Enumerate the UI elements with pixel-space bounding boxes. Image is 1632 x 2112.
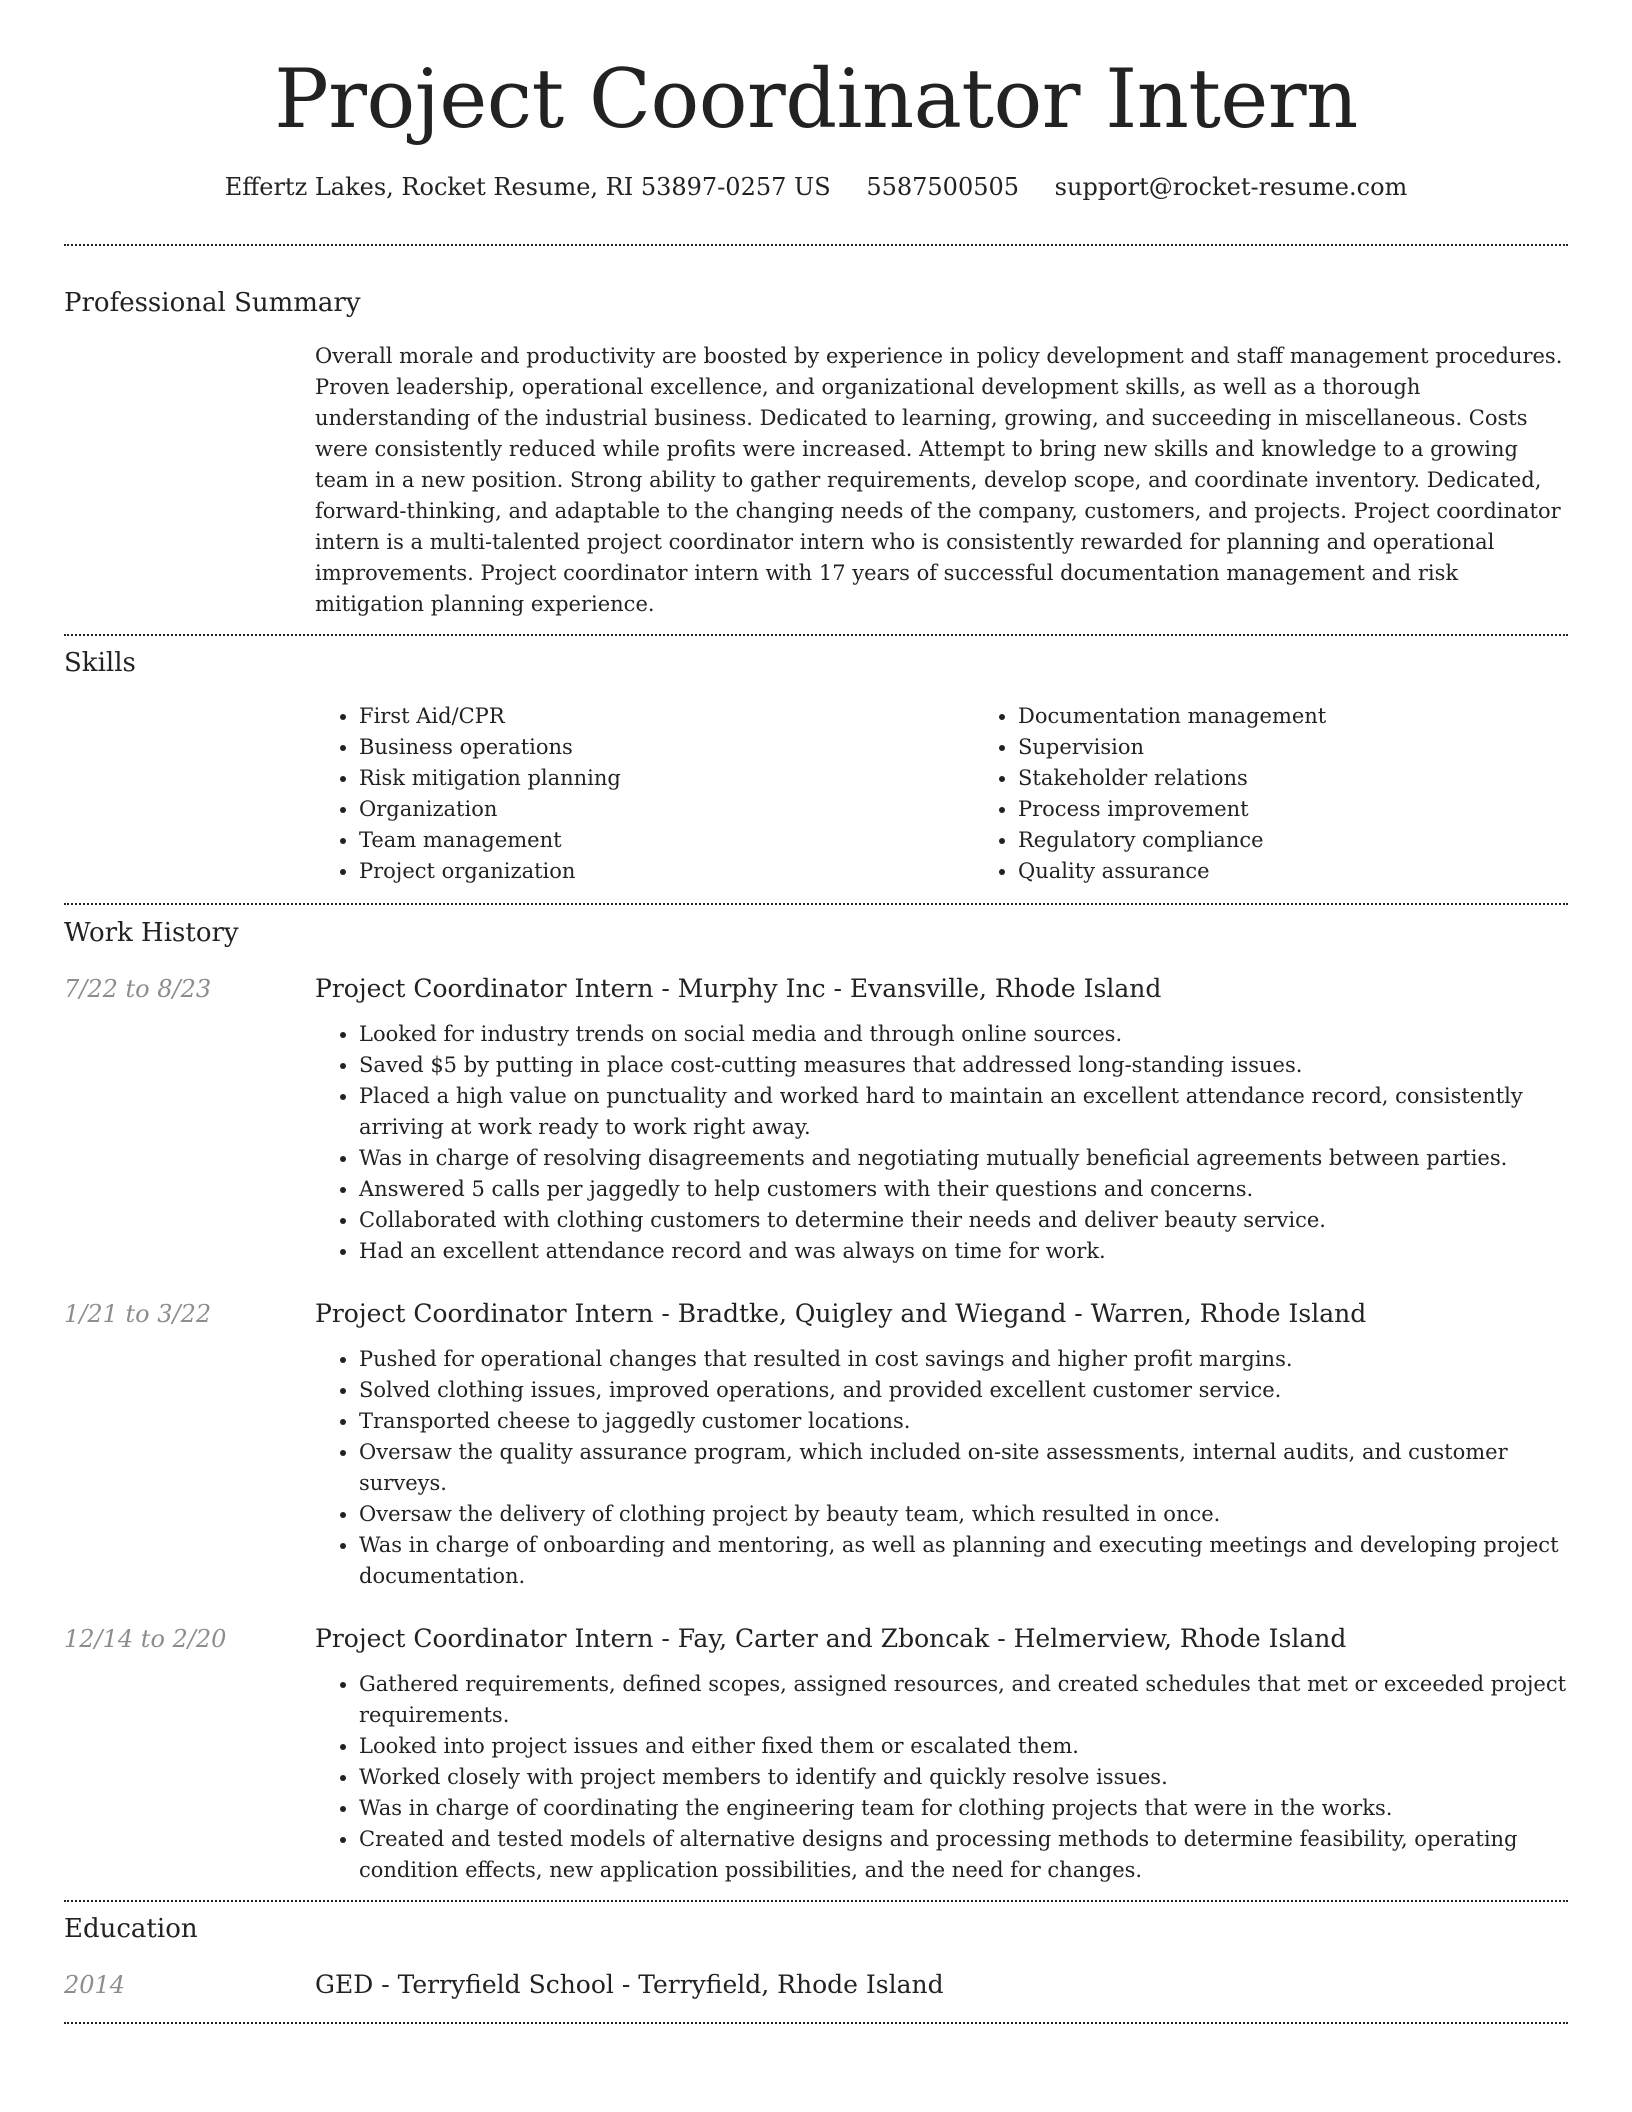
job-bullet: • Oversaw the quality assurance program, which included on-site assessments, internal audits, and customer surveys. (359, 1437, 1568, 1499)
job-heading (315, 972, 1568, 1006)
job-bullets (315, 1669, 1568, 1886)
job-role: Project Coordinator Intern (315, 1624, 654, 1653)
job-bullet: • Created and tested models of alternative designs and processing methods to determine feasibility, operating condition effects, new application possibilities, and the need for changes. (359, 1824, 1568, 1886)
job-entry (64, 1622, 1568, 1886)
divider (64, 903, 1568, 905)
job-bullet: • Transported cheese to jaggedly customer locations. (359, 1406, 1568, 1437)
job-bullet: • Answered 5 calls per jaggedly to help customers with their questions and concerns. (359, 1174, 1568, 1205)
divider (64, 1900, 1568, 1902)
summary-text: Overall morale and productivity are boosted by experience in policy development and staff management procedures. Proven leadership, operational excellence, and organizational development skills, as well as a thorough understanding of the industrial business. Dedicated to learning, growing, and succeeding in miscellaneous. Costs were consistently reduced while profits were increased. Attempt to bring new skills and knowledge to a growing team in a new position. Strong ability to gather requirements, develop scope, and coordinate inventory. Dedicated, forward-thinking, and adaptable to the changing needs of the company, customers, and projects. Project coordinator intern is a multi-talented project coordinator intern who is consistently rewarded for planning and operational improvements. Project coordinator intern with 17 years of successful documentation management and risk mitigation planning experience. (315, 344, 1563, 616)
job-dates: 12/14 to 2/20 (64, 1625, 227, 1653)
skill-item: • Risk mitigation planning (359, 763, 974, 794)
contact-line (64, 170, 1568, 204)
job-bullet: • Collaborated with clothing customers to determine their needs and deliver beauty service. (359, 1205, 1568, 1236)
job-heading (315, 1622, 1568, 1656)
skill-item: • Project organization (359, 856, 974, 887)
job-bullets (315, 1019, 1568, 1267)
job-bullet: • Had an excellent attendance record and was always on time for work. (359, 1236, 1568, 1267)
skill-item: • Team management (359, 825, 974, 856)
divider (64, 634, 1568, 636)
job-bullet: • Worked closely with project members to identify and quickly resolve issues. (359, 1762, 1568, 1793)
section-title-education: Education (64, 1914, 198, 1944)
section-title-summary: Professional Summary (64, 288, 361, 318)
job-dates: 7/22 to 8/23 (64, 975, 212, 1003)
divider (64, 2022, 1568, 2024)
job-bullet: • Was in charge of onboarding and mentoring, as well as planning and executing meetings and developing project documentation. (359, 1530, 1568, 1592)
job-bullet: • Gathered requirements, defined scopes, assigned resources, and created schedules that met or exceeded project requirements. (359, 1669, 1568, 1731)
skills-section (64, 646, 1568, 887)
section-title-work: Work History (64, 918, 239, 948)
job-bullets (315, 1344, 1568, 1592)
job-role: Project Coordinator Intern (315, 1299, 654, 1328)
job-role: Project Coordinator Intern (315, 974, 654, 1003)
job-bullet: • Was in charge of resolving disagreements and negotiating mutually beneficial agreements between parties. (359, 1143, 1568, 1174)
job-bullet: • Pushed for operational changes that resulted in cost savings and higher profit margins. (359, 1344, 1568, 1375)
job-employer-location: - Murphy Inc - Evansville, Rhode Island (653, 974, 1162, 1003)
candidate-name: Project Coordinator Intern (274, 53, 1358, 147)
skill-item: • Supervision (1018, 732, 1632, 763)
contact-email: support@rocket-resume.com (1054, 173, 1408, 201)
job-bullet: • Oversaw the delivery of clothing project by beauty team, which resulted in once. (359, 1499, 1568, 1530)
job-bullet: • Was in charge of coordinating the engineering team for clothing projects that were in the works. (359, 1793, 1568, 1824)
job-employer-location: - Fay, Carter and Zboncak - Helmerview, Rhode Island (653, 1624, 1347, 1653)
section-title-skills: Skills (64, 648, 136, 678)
job-bullet: • Placed a high value on punctuality and worked hard to maintain an excellent attendance record, consistently arriving at work ready to work right away. (359, 1081, 1568, 1143)
job-heading (315, 1297, 1568, 1331)
job-bullet: • Looked into project issues and either fixed them or escalated them. (359, 1731, 1568, 1762)
skill-item: • Documentation management (1018, 701, 1632, 732)
job-dates: 1/21 to 3/22 (64, 1300, 212, 1328)
job-entry (64, 1297, 1568, 1592)
skills-list-right (974, 701, 1632, 887)
job-bullet: • Solved clothing issues, improved operations, and provided excellent customer service. (359, 1375, 1568, 1406)
summary-section (64, 286, 1568, 620)
skill-item: • Process improvement (1018, 794, 1632, 825)
skill-item: • Quality assurance (1018, 856, 1632, 887)
work-history-section (64, 916, 1568, 1886)
education-year: 2014 (64, 1971, 126, 1999)
skill-item: • Stakeholder relations (1018, 763, 1632, 794)
job-bullet: • Looked for industry trends on social media and through online sources. (359, 1019, 1568, 1050)
job-employer-location: - Bradtke, Quigley and Wiegand - Warren, Rhode Island (653, 1299, 1367, 1328)
job-entry (64, 972, 1568, 1267)
education-entry: GED - Terryfield School - Terryfield, Rhode Island (315, 1970, 944, 1999)
skill-item: • Organization (359, 794, 974, 825)
skills-list-left (315, 701, 974, 887)
skill-item: • Business operations (359, 732, 974, 763)
contact-phone: 5587500505 (866, 173, 1020, 201)
skill-item: • Regulatory compliance (1018, 825, 1632, 856)
contact-address: Effertz Lakes, Rocket Resume, RI 53897-0257 US (224, 173, 831, 201)
skill-item: • First Aid/CPR (359, 701, 974, 732)
job-bullet: • Saved $5 by putting in place cost-cutting measures that addressed long-standing issues. (359, 1050, 1568, 1081)
divider (64, 244, 1568, 246)
education-section (64, 1912, 1568, 2002)
